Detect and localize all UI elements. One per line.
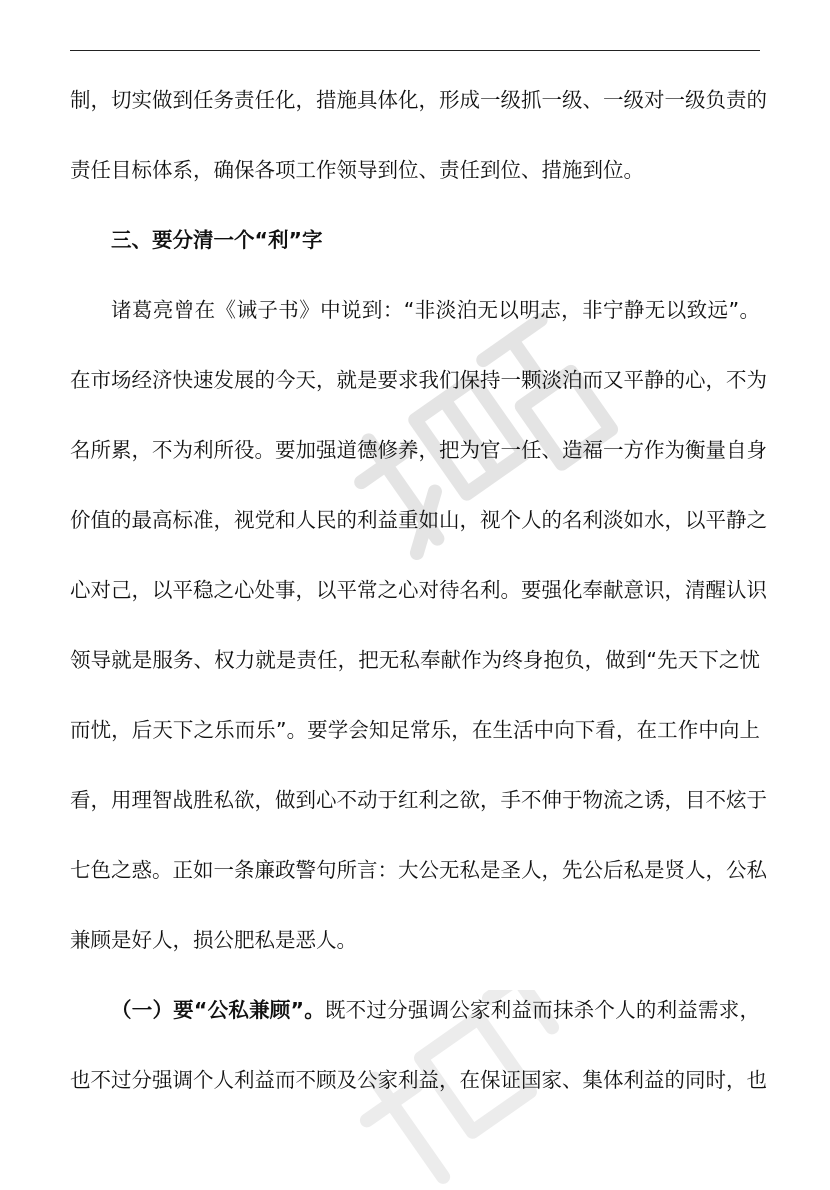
paragraph-line: 制，切实做到任务责任化，措施具体化，形成一级抓一级、一级对一级负责的 [70,88,767,112]
document-body [70,70,767,1120]
paragraph-line: 名所累，不为利所役。要加强道德修养，把为官一任、造福一方作为衡量自身 [70,438,767,462]
paragraph-line: 而忧，后天下之乐而乐”。要学会知足常乐，在生活中向下看，在工作中向上 [70,718,760,742]
paragraph-line: 七色之惑。正如一条廉政警句所言：大公无私是圣人，先公后私是贤人，公私 [70,858,767,882]
paragraph-line: 看，用理智战胜私欲，做到心不动于红利之欲，手不伸于物流之诱，目不炫于 [70,788,767,812]
paragraph-line: 也不过分强调个人利益而不顾及公家利益，在保证国家、集体利益的同时，也 [70,1068,767,1092]
section-heading: 三、要分清一个“利”字 [111,228,323,252]
paragraph-line: 领导就是服务、权力就是责任，把无私奉献作为终身抱负，做到“先天下之忧 [70,648,760,672]
paragraph-line: 诸葛亮曾在《诫子书》中说到：“非淡泊无以明志，非宁静无以致远”。 [111,298,760,322]
paragraph-line: 责任目标体系，确保各项工作领导到位、责任到位、措施到位。 [70,158,644,182]
paragraph-line: 兼顾是好人，损公肥私是恶人。 [70,928,357,952]
paragraph-line: 在市场经济快速发展的今天，就是要求我们保持一颗淡泊而又平静的心，不为 [70,368,767,392]
paragraph-text: 既不过分强调公家利益而抹杀个人的利益需求， [324,998,760,1022]
header-rule [70,50,760,51]
paragraph-line [70,980,760,1050]
paragraph-line: 心对己，以平稳之心处事，以平常之心对待名利。要强化奉献意识，清醒认识 [70,578,767,602]
subheading-lead: （一）要“公私兼顾”。 [111,998,325,1022]
paragraph-line: 价值的最高标准，视党和人民的利益重如山，视个人的名利淡如水，以平静之 [70,508,767,532]
